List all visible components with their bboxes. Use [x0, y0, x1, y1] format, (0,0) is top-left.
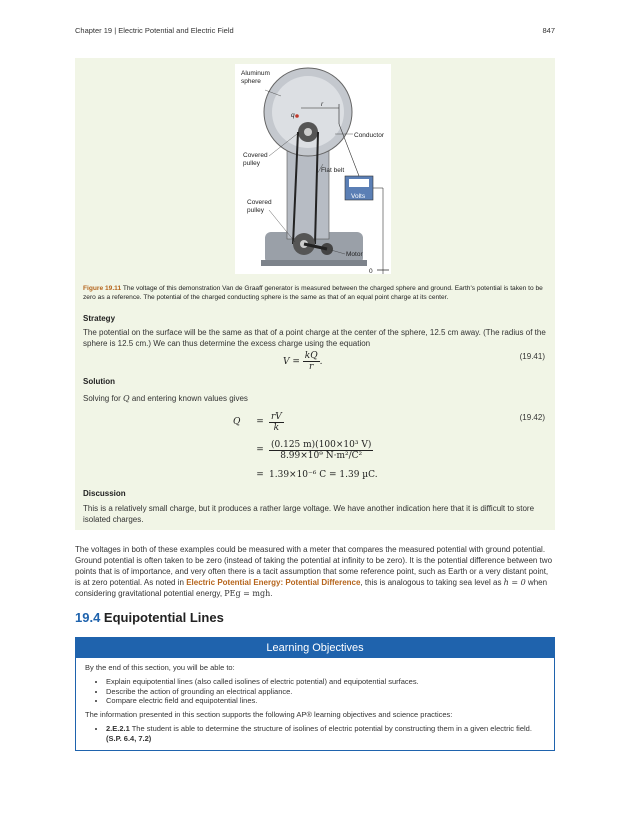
strategy-heading: Strategy	[83, 314, 116, 323]
learning-list	[94, 677, 546, 706]
section-title: 19.4 Equipotential Lines	[75, 610, 224, 625]
page-number: 847	[542, 26, 555, 35]
ap-intro: The information presented in this section supports the following AP® learning objectives and science practices:	[85, 710, 453, 719]
label-sphere: sphere	[241, 78, 261, 85]
label-r: r	[321, 101, 324, 108]
figure-caption-text: The voltage of this demonstration Van de Graaff generator is measured between the charged sphere and ground. Earth's potential is taken to be zero as a reference. The potential of the charged conducting sphere is the same as that of an equal point charge at its center.	[83, 285, 543, 301]
label-covered-pulley-1a: Covered	[243, 152, 268, 159]
label-flat-belt: Flat belt	[321, 167, 345, 174]
figure-caption	[83, 284, 547, 302]
label-aluminum: Aluminum	[241, 70, 270, 77]
learning-objectives-title: Learning Objectives	[76, 638, 554, 658]
label-q: q	[291, 112, 295, 119]
equation-19-41: V = $\frac{kQ}{r}$ .	[283, 351, 323, 372]
label-covered-pulley-2b: pulley	[247, 207, 264, 214]
solution-text: Solving for Q and entering known values gives	[83, 394, 248, 403]
equation-number-19-42: (19.42)	[519, 413, 545, 422]
example-box	[75, 58, 555, 530]
learning-intro: By the end of this section, you will be able to:	[85, 663, 235, 672]
label-zero: 0	[369, 268, 373, 274]
van-de-graaff-illustration	[235, 64, 391, 274]
label-volts: Volts	[351, 193, 366, 200]
equation-number-19-41: (19.41)	[519, 352, 545, 361]
list-item: • Describe the action of grounding an electrical appliance.	[106, 687, 546, 697]
list-item: • Explain equipotential lines (also called isolines of electric potential) and equipotential surfaces.	[106, 677, 546, 687]
figure-label: Figure 19.11	[83, 285, 122, 292]
label-covered-pulley-2a: Covered	[247, 199, 272, 206]
ap-list	[94, 724, 546, 743]
figure-van-de-graaff	[235, 64, 391, 274]
strategy-text: The potential on the surface will be the same as that of a point charge at the center of the sphere, 12.5 cm away. (The radius of the sphere is 12.5 cm.) We can thus determine the excess charge using the equation	[83, 328, 546, 348]
equation-19-42: Q = $\frac{rV}{k}$ = $\frac{\text{(0.125 m)(100×10³ V)}}{\text{8.99×10⁹ N·m²/C²}}$ = 1.39×10⁻⁶ C = 1.39 µC.	[233, 411, 378, 480]
link-electric-potential-energy[interactable]: Electric Potential Energy: Potential Difference	[186, 578, 361, 587]
discussion-heading: Discussion	[83, 489, 126, 498]
section-number: 19.4	[75, 610, 101, 625]
list-item: • Compare electric field and equipotential lines.	[106, 696, 546, 706]
running-header: Chapter 19 | Electric Potential and Electric Field	[75, 26, 234, 35]
label-conductor: Conductor	[354, 132, 384, 139]
body-paragraph: The voltages in both of these examples could be measured with a meter that compares the measured potential with ground potential. Ground potential is often taken to be zero (instead of taking the potential at infinity to be zero). It is the potential difference between two points that is of importance, and very often there is a tacit assumption that some reference point, such as Earth or a very distant point, is at zero potential. As noted in Electric Potential Energy: Potential Difference, this is analogous to taking sea level as h = 0 when considering gravitational potential energy, PEg = mgh.	[75, 545, 553, 598]
solution-heading: Solution	[83, 377, 115, 386]
label-motor: Motor	[346, 251, 363, 258]
label-covered-pulley-1b: pulley	[243, 160, 260, 167]
learning-objectives-box	[75, 637, 555, 751]
discussion-text: This is a relatively small charge, but it produces a rather large voltage. We have another indication here that it is difficult to store isolated charges.	[83, 504, 535, 524]
list-item: • 2.E.2.1 The student is able to determine the structure of isolines of electric potential by constructing them in a given electric field. (S.P. 6.4, 7.2)	[106, 724, 546, 743]
